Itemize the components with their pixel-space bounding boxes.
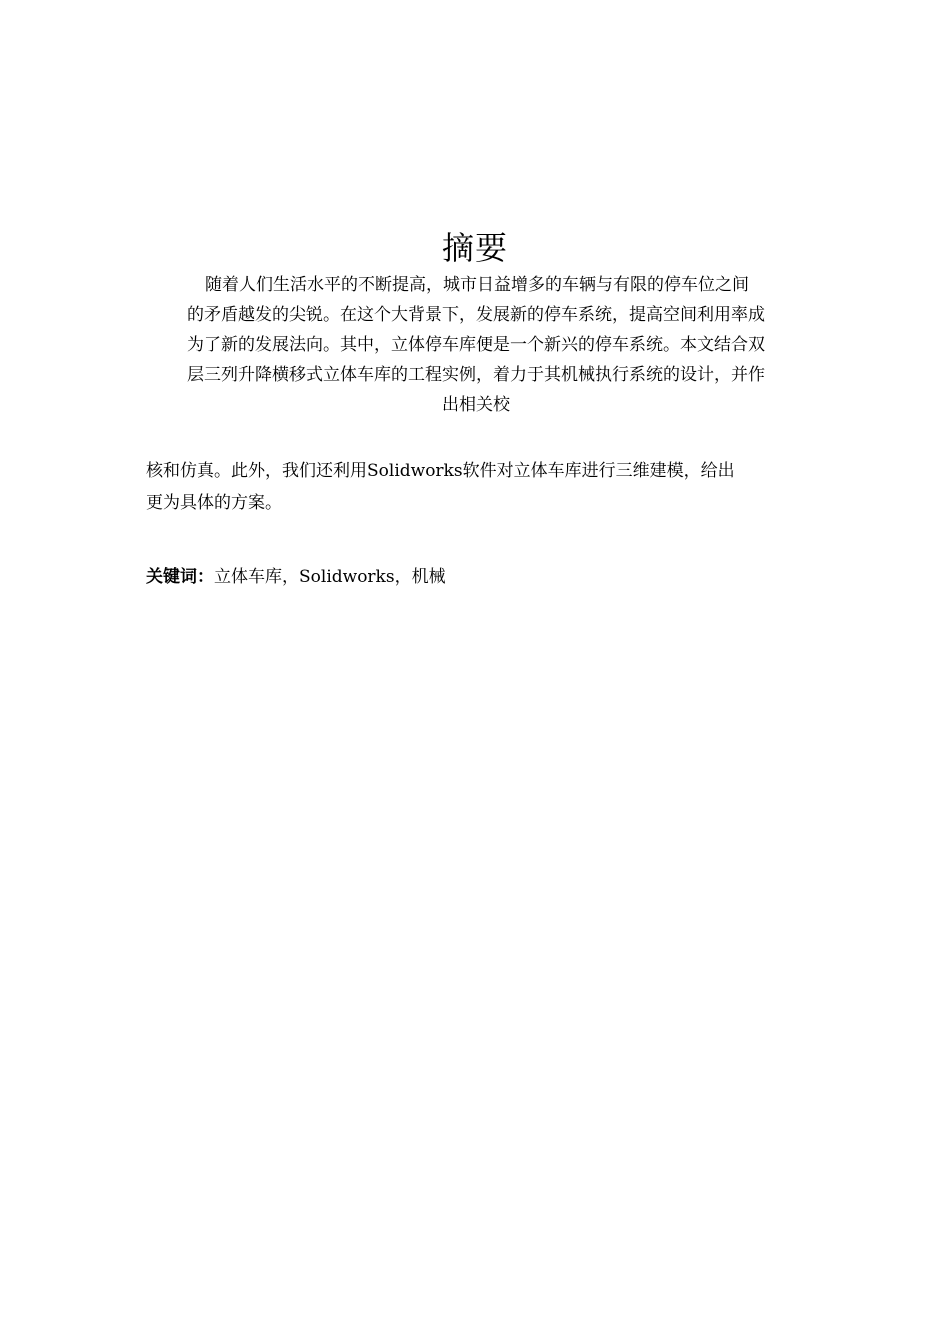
abstract-line: 层三列升降横移式立体车库的工程实例，着力于其机械执行系统的设计，并作 [187,365,765,385]
abstract-centered-paragraph [146,270,806,420]
keywords-label: 关键词： [146,567,214,587]
abstract-line: 更为具体的方案。 [146,493,282,513]
abstract-line: 为了新的发展法向。其中，立体停车库便是一个新兴的停车系统。本文结合双 [187,335,765,355]
keywords-value: 立体车库，Solidworks，机械 [214,567,446,587]
abstract-line: 核和仿真。此外，我们还利用Solidworks软件对立体车库进行三维建模，给出 [146,461,735,481]
page-title: 摘要 [441,229,508,267]
abstract-line: 出相关校 [442,395,510,415]
abstract-line: 的矛盾越发的尖锐。在这个大背景下，发展新的停车系统，提高空间利用率成 [187,305,765,325]
abstract-left-paragraph [146,455,811,519]
abstract-line: 随着人们生活水平的不断提高，城市日益增多的车辆与有限的停车位之间 [205,275,749,295]
keywords-line [146,562,446,592]
